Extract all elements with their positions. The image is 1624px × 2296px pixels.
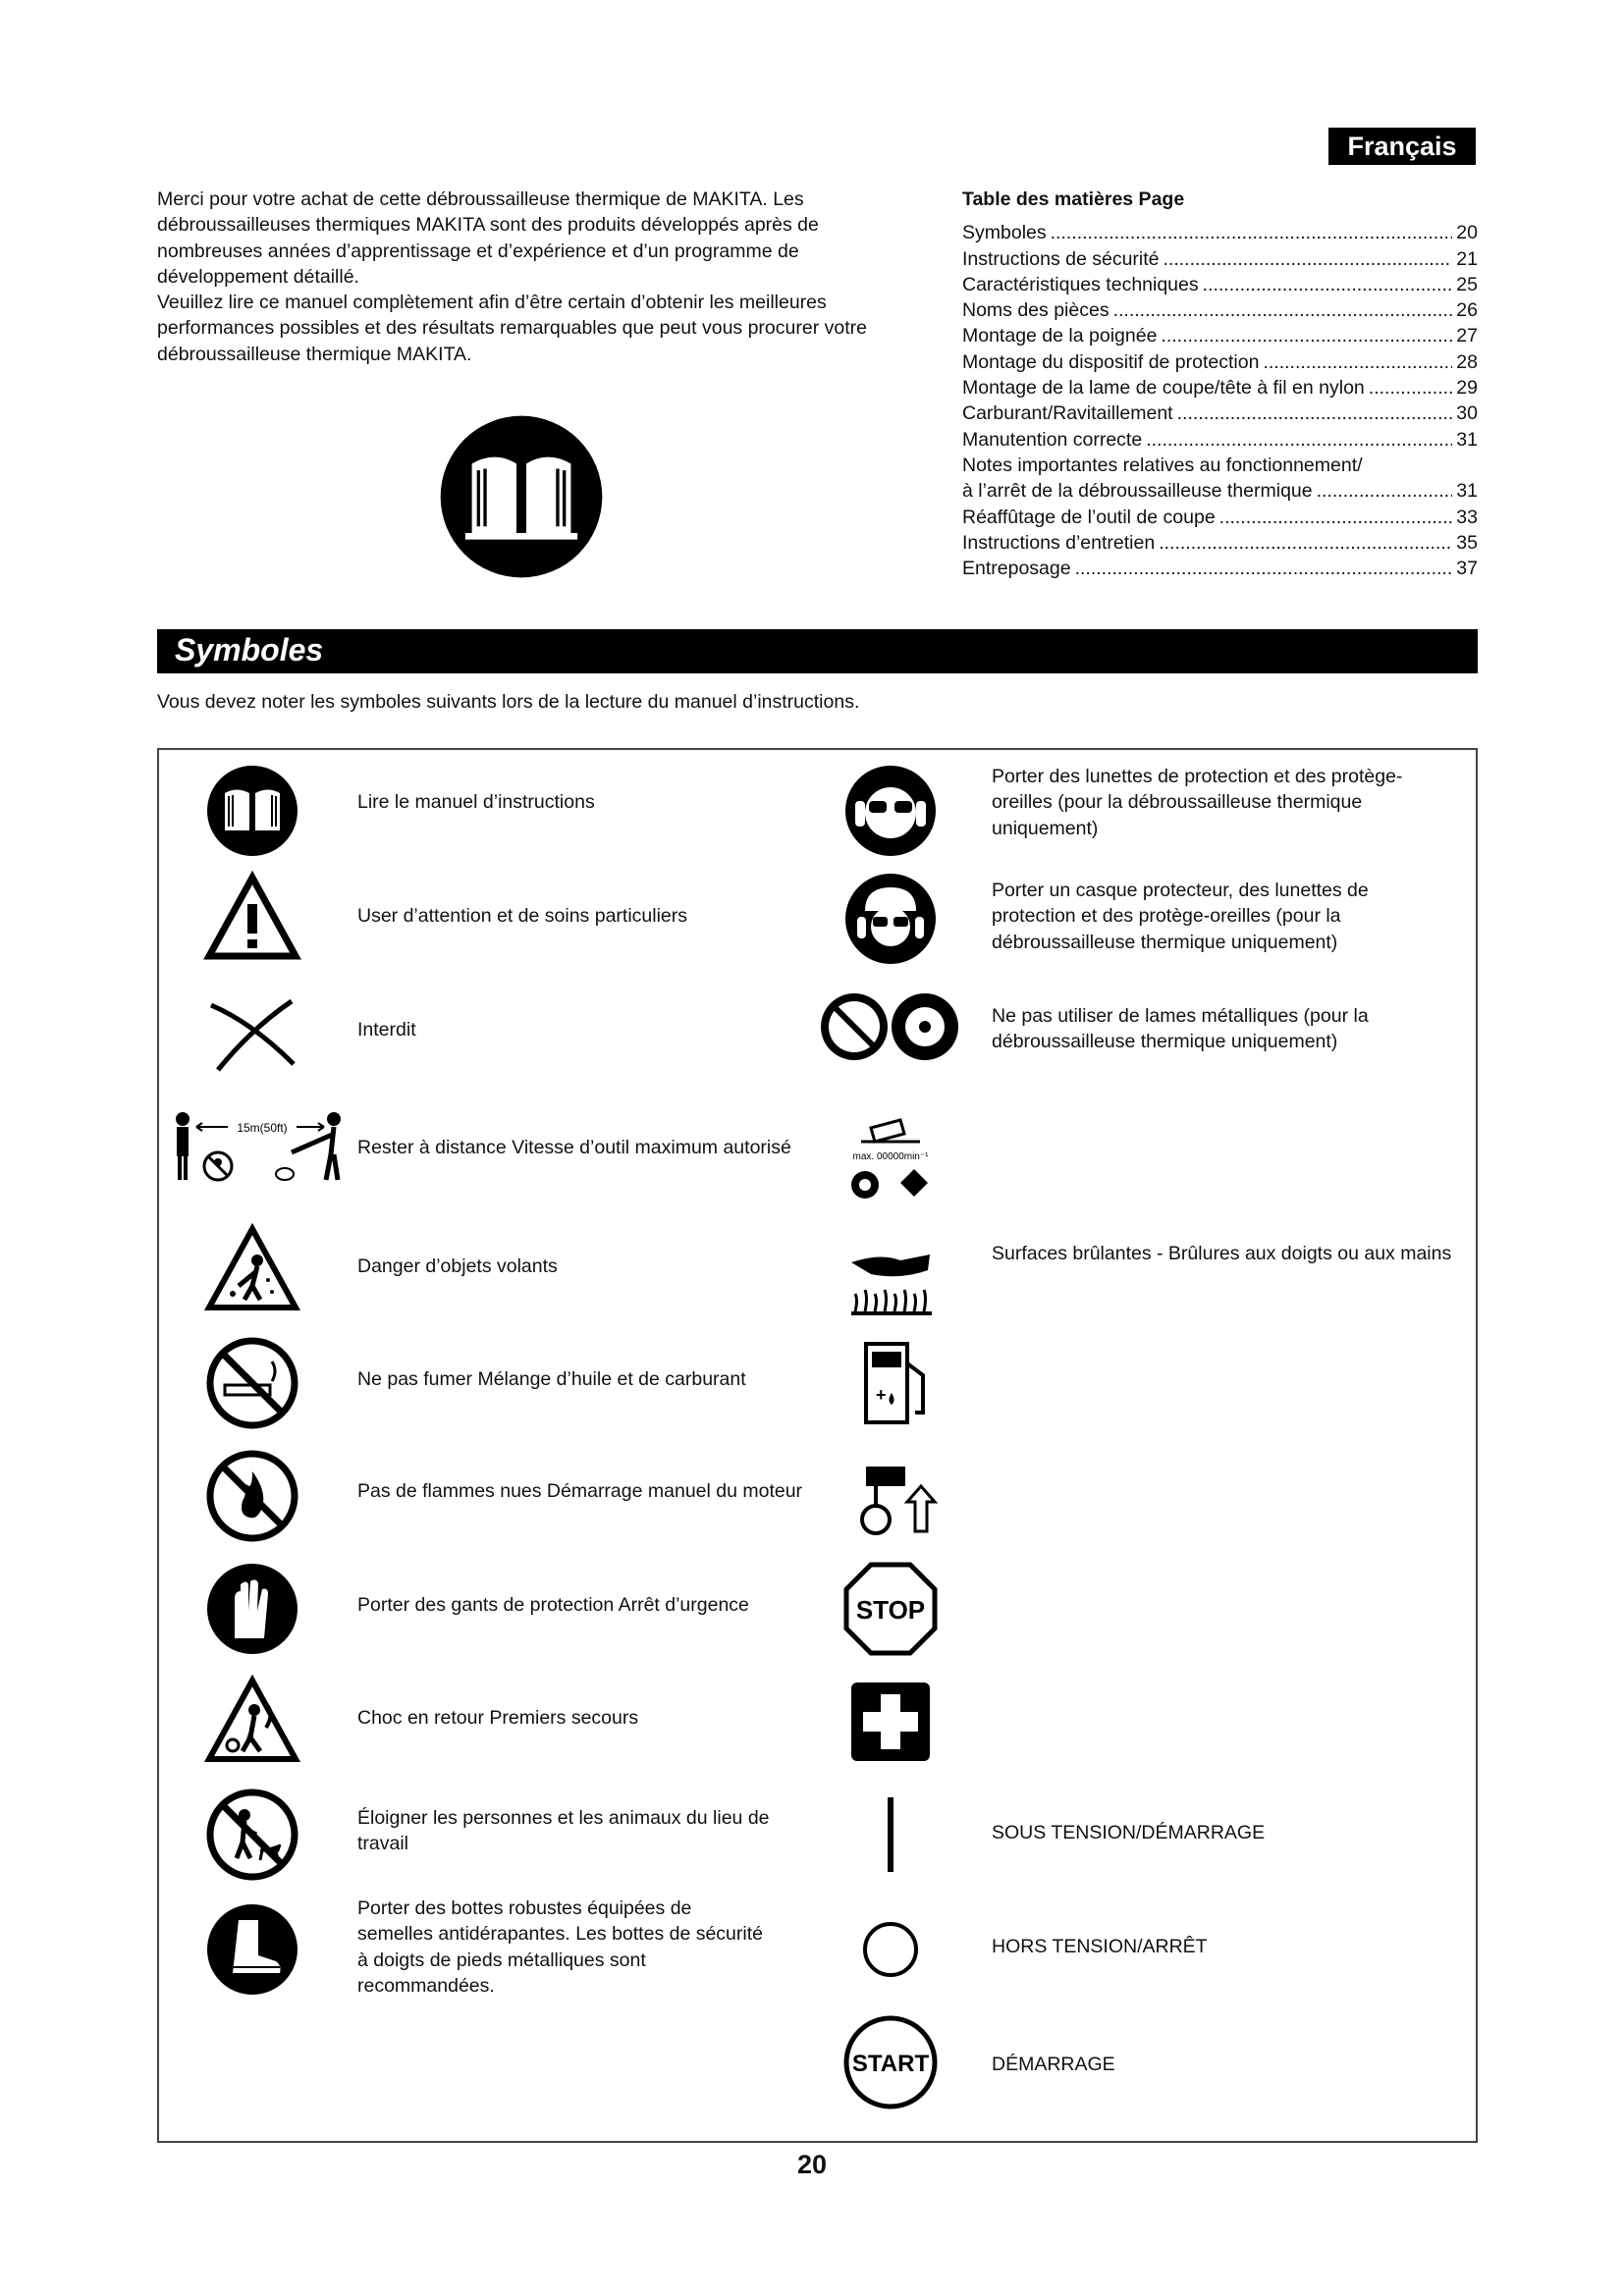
stop-sign-text: STOP	[855, 1595, 926, 1625]
table-of-contents	[962, 187, 1478, 581]
intro-paragraph-1: Merci pour votre achat de cette débroussailleuse thermique de MAKITA. Les débroussailleuses thermiques MAKITA sont des produits développés après de nombreuses années d’apprentissage et d’expérience et d’un programme de développement détaillé.	[157, 188, 819, 288]
symbol-label: Choc en retour Premiers secours	[357, 1707, 639, 1729]
helmet-goggles-earmuffs-icon	[841, 870, 940, 968]
toc-item[interactable]: Symboles ..... 20	[962, 220, 1478, 245]
goggles-earmuffs-icon	[841, 762, 940, 860]
intro-paragraph-2: Veuillez lire ce manuel complètement afin d’être certain d’obtenir les meilleures performances possibles et des résultats remarquables que peut vous procurer votre débroussailleuse thermique MAKITA.	[157, 292, 867, 365]
section-header-symbols	[157, 629, 1478, 673]
safety-boots-icon	[203, 1900, 301, 1999]
no-smoking-icon	[203, 1334, 301, 1432]
toc-item[interactable]: Instructions d’entretien ..... 35	[962, 530, 1478, 556]
keep-distance-icon	[169, 1105, 351, 1184]
distance-text: 15m(50ft)	[237, 1121, 288, 1135]
speed-text: max. 00000min⁻¹	[852, 1151, 929, 1162]
symbol-label: Ne pas utiliser de lames métalliques (pour la débroussailleuse thermique uniquement)	[992, 1005, 1369, 1053]
symbol-label: Rester à distance Vitesse d’outil maximum autorisé	[357, 1137, 791, 1158]
toc-item[interactable]: Manutention correcte ..... 31	[962, 427, 1478, 453]
page-number: 20	[796, 2150, 828, 2179]
symbols-intro: Vous devez noter les symboles suivants lors de la lecture du manuel d’instructions.	[157, 691, 860, 713]
read-manual-large-icon	[439, 414, 604, 579]
protective-gloves-icon	[203, 1560, 301, 1658]
symbol-label: Surfaces brûlantes - Brûlures aux doigts ou aux mains	[992, 1243, 1452, 1264]
symbol-label: Porter un casque protecteur, des lunettes de protection et des protège-oreilles (pour la débroussailleuse thermique uniquement)	[992, 880, 1369, 953]
section-title: Symboles	[175, 632, 324, 667]
power-off-icon	[841, 1900, 940, 1999]
toc-item[interactable]: Montage du dispositif de protection ..... 28	[962, 349, 1478, 375]
svg-text:+: +	[876, 1385, 887, 1405]
kickback-icon	[203, 1673, 301, 1771]
warning-icon	[203, 870, 301, 968]
start-icon	[841, 2013, 940, 2111]
toc-item[interactable]: Montage de la poignée ..... 27	[962, 323, 1478, 348]
keep-people-away-icon	[203, 1786, 301, 1884]
toc-item[interactable]: Montage de la lame de coupe/tête à fil en nylon ..... 29	[962, 375, 1478, 400]
flying-objects-icon	[203, 1221, 301, 1319]
start-sign-text: START	[851, 2051, 930, 2077]
symbol-label: Lire le manuel d’instructions	[357, 791, 595, 813]
toc-item[interactable]: Réaffûtage de l’outil de coupe ..... 33	[962, 505, 1478, 530]
symbol-label: Interdit	[357, 1019, 416, 1041]
symbol-label: User d’attention et de soins particuliers	[357, 905, 688, 927]
toc-notes-line: Notes importantes relatives au fonctionnement/	[962, 454, 1363, 476]
intro-text	[157, 187, 889, 367]
symbol-label: Porter des gants de protection Arrêt d’urgence	[357, 1594, 749, 1616]
language-badge: Français	[1328, 128, 1476, 165]
power-on-icon	[841, 1786, 940, 1884]
hot-surface-icon	[841, 1231, 940, 1329]
symbol-label: HORS TENSION/ARRÊT	[992, 1936, 1208, 1957]
toc-item[interactable]: Caractéristiques techniques ..... 25	[962, 272, 1478, 297]
toc-item[interactable]: Noms des pièces ..... 26	[962, 297, 1478, 323]
symbol-label: DÉMARRAGE	[992, 2054, 1115, 2075]
toc-heading: Table des matières Page	[962, 188, 1185, 210]
symbol-label: Porter des bottes robustes équipées de semelles antidérapantes. Les bottes de sécurité à doigts de pieds métalliques sont recommandées.	[357, 1897, 763, 1997]
symbol-label: SOUS TENSION/DÉMARRAGE	[992, 1822, 1266, 1843]
toc-item[interactable]: à l’arrêt de la débroussailleuse thermique ..... 31	[962, 478, 1478, 504]
fuel-mix-icon	[846, 1334, 945, 1432]
read-manual-icon	[203, 762, 301, 860]
symbol-label: Porter des lunettes de protection et des protège-oreilles (pour la débroussailleuse thermique uniquement)	[992, 766, 1403, 839]
first-aid-icon	[841, 1673, 940, 1771]
toc-item[interactable]: Instructions de sécurité ..... 21	[962, 246, 1478, 272]
stop-icon	[841, 1560, 940, 1658]
manual-start-icon	[846, 1447, 945, 1545]
forbidden-icon	[203, 984, 301, 1082]
symbol-label: Danger d’objets volants	[357, 1255, 558, 1277]
no-open-flame-icon	[203, 1447, 301, 1545]
toc-item[interactable]: Entreposage ..... 37	[962, 556, 1478, 581]
no-metal-blades-icon	[817, 988, 964, 1066]
max-tool-speed-icon	[832, 1098, 949, 1206]
symbol-label: Éloigner les personnes et les animaux du lieu de travail	[357, 1807, 770, 1855]
symbol-label: Ne pas fumer Mélange d’huile et de carburant	[357, 1368, 746, 1390]
toc-item[interactable]: Carburant/Ravitaillement ..... 30	[962, 400, 1478, 426]
symbol-label: Pas de flammes nues Démarrage manuel du moteur	[357, 1480, 803, 1502]
symbols-table	[157, 748, 1478, 2143]
